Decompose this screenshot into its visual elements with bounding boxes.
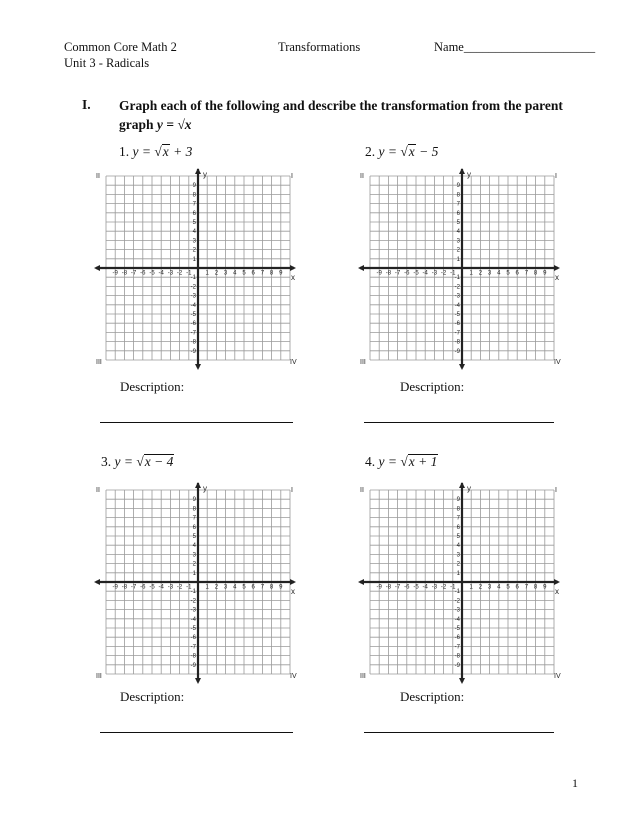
x-tick-label: 3 (223, 270, 228, 277)
coordinate-grid-4[interactable] (358, 482, 568, 684)
y-tick-label: -8 (454, 339, 460, 346)
problem-number: 2. (365, 144, 376, 159)
y-tick-label: -4 (454, 302, 460, 309)
y-tick-label: 1 (192, 256, 196, 263)
x-tick-label: -1 (186, 270, 192, 277)
problem-number: 4. (365, 454, 376, 469)
y-tick-label: 3 (192, 238, 196, 245)
problem-3-label: 3. y = √x − 4 (101, 454, 174, 469)
problem-tail: + 3 (169, 144, 193, 159)
x-tick-label: 8 (533, 584, 538, 591)
y-tick-label: -9 (190, 662, 196, 669)
section-number: I. (82, 97, 91, 112)
x-tick-label: -8 (121, 584, 128, 591)
problem-lhs: y = (378, 144, 401, 159)
y-tick-label: 1 (456, 256, 460, 263)
problem-lhs: y = (114, 454, 137, 469)
x-tick-label: 7 (524, 584, 529, 591)
x-tick-label: 1 (469, 270, 473, 277)
y-tick-label: 9 (456, 183, 460, 190)
quadrant-label: IV (290, 673, 297, 680)
y-tick-label: 4 (456, 543, 460, 550)
quadrant-label: I (555, 487, 557, 494)
y-tick-label: -2 (190, 284, 196, 291)
x-axis-arrow-right (554, 265, 560, 271)
y-tick-label: 3 (456, 238, 460, 245)
y-tick-label: -8 (190, 339, 196, 346)
x-tick-label: 2 (478, 270, 483, 277)
problem-radicand: x (162, 144, 169, 159)
y-tick-label: 6 (192, 524, 196, 531)
x-tick-label: 2 (478, 584, 483, 591)
x-tick-label: -5 (413, 270, 419, 277)
coordinate-grid-3[interactable] (94, 482, 304, 684)
description-label-4: Description: (400, 689, 465, 704)
x-tick-label: 9 (543, 584, 547, 591)
y-tick-label: -1 (454, 589, 460, 596)
y-tick-label: 7 (192, 201, 196, 208)
description-label-3: Description: (120, 689, 185, 704)
x-tick-label: -2 (440, 584, 447, 591)
x-axis-label: x (555, 587, 559, 596)
topic-title: Transformations (278, 40, 361, 54)
page-number: 1 (572, 776, 578, 790)
y-tick-label: -3 (190, 293, 196, 300)
quadrant-label: III (360, 673, 366, 680)
y-tick-label: -9 (454, 662, 460, 669)
y-tick-label: 1 (456, 570, 460, 577)
description-line-3[interactable] (100, 732, 293, 733)
x-tick-label: 4 (497, 584, 501, 591)
description-line-4[interactable] (364, 732, 554, 733)
x-axis-label: x (555, 273, 559, 282)
x-tick-label: -4 (422, 270, 428, 277)
y-tick-label: 8 (192, 506, 196, 513)
x-tick-label: -5 (149, 584, 155, 591)
x-tick-label: -7 (394, 270, 401, 277)
y-tick-label: -6 (190, 321, 196, 328)
quadrant-label: II (96, 487, 100, 494)
section-instruction (119, 96, 579, 134)
x-tick-label: 1 (205, 270, 209, 277)
y-tick-label: 5 (456, 220, 460, 226)
x-tick-label: 5 (242, 584, 246, 591)
y-axis-arrow-down (195, 364, 201, 370)
y-tick-label: -2 (454, 284, 460, 291)
x-tick-label: 9 (279, 270, 283, 277)
problem-lhs: y = (132, 144, 155, 159)
x-tick-label: -6 (140, 270, 146, 277)
y-tick-label: -2 (190, 598, 196, 605)
x-tick-label: 8 (269, 270, 274, 277)
x-tick-label: -5 (413, 584, 419, 591)
y-tick-label: -1 (454, 275, 460, 282)
y-tick-label: 6 (192, 210, 196, 217)
y-tick-label: -1 (190, 589, 196, 596)
y-tick-label: -6 (454, 321, 460, 328)
y-tick-label: 3 (192, 552, 196, 559)
problem-1-label: 1. y = √x + 3 (119, 144, 193, 159)
quadrant-label: I (291, 173, 293, 180)
name-field[interactable]: Name_____________________ (434, 40, 596, 54)
problem-tail: − 5 (415, 144, 439, 159)
y-axis-arrow-up (195, 168, 201, 174)
y-tick-label: -6 (190, 635, 196, 642)
x-axis-arrow-left (94, 579, 100, 585)
quadrant-label: IV (554, 359, 561, 366)
y-tick-label: -8 (454, 653, 460, 660)
x-axis-label: x (291, 273, 295, 282)
problem-radicand: x + 1 (408, 454, 438, 469)
x-tick-label: 2 (214, 584, 219, 591)
x-tick-label: -3 (431, 270, 438, 277)
y-axis-arrow-up (459, 168, 465, 174)
x-tick-label: 6 (251, 270, 255, 277)
coordinate-grid-1[interactable] (94, 168, 304, 370)
y-tick-label: 7 (456, 201, 460, 208)
y-tick-label: 6 (456, 210, 460, 217)
y-axis-arrow-down (459, 364, 465, 370)
x-tick-label: 4 (233, 584, 237, 591)
description-label-2: Description: (400, 379, 465, 394)
x-tick-label: 3 (223, 584, 228, 591)
y-axis-label: y (203, 484, 207, 493)
parent-function: y = √x (156, 117, 192, 132)
y-tick-label: -5 (454, 626, 460, 632)
instruction-line1: Graph each of the following and describe the transformation from the parent (119, 98, 563, 113)
y-tick-label: -2 (454, 598, 460, 605)
y-tick-label: -3 (190, 607, 196, 614)
y-axis-label: y (467, 170, 471, 179)
y-tick-label: 4 (456, 229, 460, 236)
x-axis-arrow-right (290, 579, 296, 585)
x-tick-label: 9 (543, 270, 547, 277)
unit-title: Unit 3 - Radicals (64, 56, 150, 70)
y-tick-label: -6 (454, 635, 460, 642)
x-tick-label: 6 (515, 584, 519, 591)
description-line-1[interactable] (100, 422, 293, 423)
x-tick-label: 5 (506, 584, 510, 591)
x-tick-label: -6 (404, 270, 410, 277)
y-axis-arrow-up (195, 482, 201, 488)
x-tick-label: 7 (260, 270, 265, 277)
y-tick-label: -4 (190, 616, 196, 623)
x-tick-label: 6 (515, 270, 519, 277)
y-tick-label: -8 (190, 653, 196, 660)
x-tick-label: 8 (533, 270, 538, 277)
y-tick-label: -7 (454, 644, 460, 651)
x-tick-label: 4 (497, 270, 501, 277)
x-tick-label: -4 (158, 584, 164, 591)
x-tick-label: -4 (422, 584, 428, 591)
x-tick-label: -7 (130, 584, 137, 591)
x-axis-arrow-left (358, 579, 364, 585)
x-tick-label: 1 (205, 584, 209, 591)
quadrant-label: IV (290, 359, 297, 366)
y-tick-label: -7 (454, 330, 460, 337)
y-tick-label: -3 (454, 607, 460, 614)
y-tick-label: 9 (192, 497, 196, 504)
y-tick-label: 8 (456, 506, 460, 513)
y-tick-label: -9 (454, 348, 460, 355)
x-tick-label: -2 (176, 584, 183, 591)
quadrant-label: I (555, 173, 557, 180)
x-tick-label: -7 (394, 584, 401, 591)
quadrant-label: III (96, 673, 102, 680)
y-tick-label: 2 (456, 247, 460, 254)
y-tick-label: 5 (192, 534, 196, 540)
quadrant-label: III (96, 359, 102, 366)
x-axis-label: x (291, 587, 295, 596)
x-tick-label: 8 (269, 584, 274, 591)
x-tick-label: -3 (431, 584, 438, 591)
y-tick-label: -7 (190, 644, 196, 651)
x-tick-label: -1 (450, 584, 456, 591)
x-tick-label: -8 (385, 270, 392, 277)
x-tick-label: -1 (450, 270, 456, 277)
x-axis-arrow-right (290, 265, 296, 271)
problem-radicand: x − 4 (144, 454, 174, 469)
y-tick-label: -7 (190, 330, 196, 337)
y-axis-label: y (467, 484, 471, 493)
y-tick-label: 2 (192, 561, 196, 568)
x-tick-label: 5 (242, 270, 246, 277)
x-tick-label: 7 (260, 584, 265, 591)
y-tick-label: -3 (454, 293, 460, 300)
y-tick-label: 7 (456, 515, 460, 522)
problem-4-label: 4. y = √x + 1 (365, 454, 438, 469)
y-axis-arrow-down (195, 678, 201, 684)
y-axis-arrow-down (459, 678, 465, 684)
quadrant-label: II (360, 173, 364, 180)
y-tick-label: -5 (190, 312, 196, 318)
x-tick-label: -6 (404, 584, 410, 591)
problem-number: 1. (119, 144, 130, 159)
x-tick-label: -4 (158, 270, 164, 277)
y-tick-label: -9 (190, 348, 196, 355)
x-tick-label: -9 (112, 584, 118, 591)
x-tick-label: 3 (487, 270, 492, 277)
x-tick-label: -2 (440, 270, 447, 277)
x-tick-label: -8 (385, 584, 392, 591)
x-tick-label: -7 (130, 270, 137, 277)
quadrant-label: II (96, 173, 100, 180)
y-tick-label: 5 (456, 534, 460, 540)
description-line-2[interactable] (364, 422, 554, 423)
x-tick-label: -5 (149, 270, 155, 277)
y-axis-label: y (203, 170, 207, 179)
x-tick-label: -9 (376, 270, 382, 277)
instruction-line2: graph (119, 117, 157, 132)
course-title: Common Core Math 2 (64, 40, 177, 54)
x-tick-label: 5 (506, 270, 510, 277)
x-tick-label: 4 (233, 270, 237, 277)
y-tick-label: 8 (192, 192, 196, 199)
x-tick-label: -9 (112, 270, 118, 277)
y-tick-label: 6 (456, 524, 460, 531)
x-tick-label: -2 (176, 270, 183, 277)
problem-lhs: y = (378, 454, 401, 469)
y-tick-label: 2 (456, 561, 460, 568)
x-axis-arrow-left (358, 265, 364, 271)
x-axis-arrow-right (554, 579, 560, 585)
y-tick-label: 9 (456, 497, 460, 504)
y-tick-label: -4 (454, 616, 460, 623)
quadrant-label: IV (554, 673, 561, 680)
y-tick-label: 3 (456, 552, 460, 559)
x-tick-label: -6 (140, 584, 146, 591)
y-tick-label: -1 (190, 275, 196, 282)
x-tick-label: -3 (167, 584, 174, 591)
y-tick-label: 1 (192, 570, 196, 577)
x-tick-label: -8 (121, 270, 128, 277)
problem-2-label: 2. y = √x − 5 (365, 144, 439, 159)
y-tick-label: 8 (456, 192, 460, 199)
quadrant-label: II (360, 487, 364, 494)
coordinate-grid-2[interactable] (358, 168, 568, 370)
x-axis-arrow-left (94, 265, 100, 271)
description-label-1: Description: (120, 379, 185, 394)
y-axis-arrow-up (459, 482, 465, 488)
x-tick-label: 2 (214, 270, 219, 277)
y-tick-label: 4 (192, 543, 196, 550)
y-tick-label: 7 (192, 515, 196, 522)
x-tick-label: -9 (376, 584, 382, 591)
y-tick-label: 5 (192, 220, 196, 226)
y-tick-label: -5 (454, 312, 460, 318)
quadrant-label: I (291, 487, 293, 494)
y-tick-label: -4 (190, 302, 196, 309)
quadrant-label: III (360, 359, 366, 366)
problem-number: 3. (101, 454, 112, 469)
x-tick-label: -1 (186, 584, 192, 591)
x-tick-label: 6 (251, 584, 255, 591)
y-tick-label: 4 (192, 229, 196, 236)
x-tick-label: -3 (167, 270, 174, 277)
x-tick-label: 1 (469, 584, 473, 591)
y-tick-label: -5 (190, 626, 196, 632)
y-tick-label: 9 (192, 183, 196, 190)
y-tick-label: 2 (192, 247, 196, 254)
x-tick-label: 9 (279, 584, 283, 591)
problem-radicand: x (408, 144, 415, 159)
x-tick-label: 7 (524, 270, 529, 277)
x-tick-label: 3 (487, 584, 492, 591)
